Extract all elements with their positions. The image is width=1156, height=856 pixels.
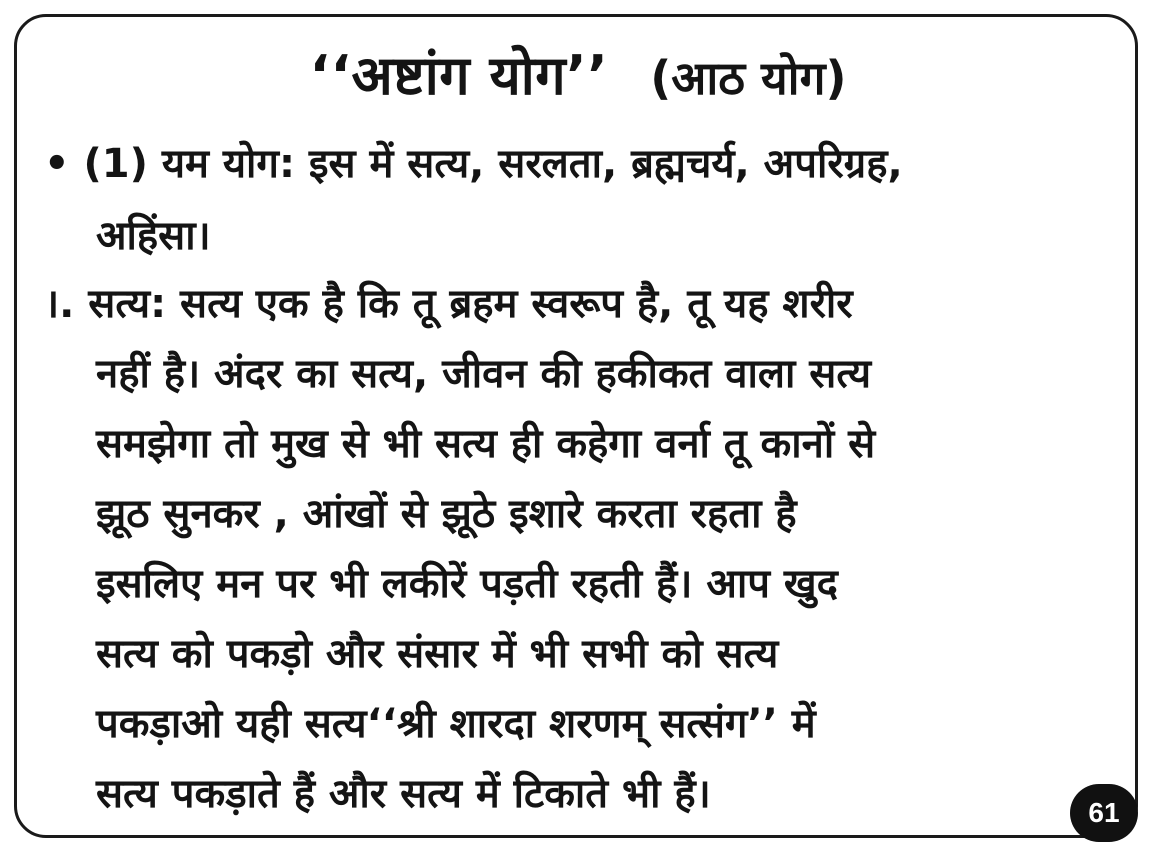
yam-yog-line-1: • (1) यम योग: इस में सत्य, सरलता, ब्रह्मचर्य, अपरिग्रह, [44,141,903,187]
satya-line-4: झूठ सुनकर , आंखों से झूठे इशारे करता रहता है [96,491,797,537]
satya-line-3: समझेगा तो मुख से भी सत्य ही कहेगा वर्ना तू कानों से [96,421,876,467]
page-number-badge: 61 [1070,784,1138,842]
satya-line-7: पकड़ाओ यही सत्य‘‘श्री शारदा शरणम् सत्संग’’ में [96,701,816,747]
page-subtitle: (आठ योग) [650,51,847,105]
yam-yog-line-2: अहिंसा। [96,213,211,259]
satya-line-6: सत्य को पकड़ो और संसार में भी सभी को सत्य [96,631,779,677]
satya-line-1: ।. सत्य: सत्य एक है कि तू ब्रहम स्वरूप है, तू यह शरीर [44,281,853,327]
heading-row [0,36,1156,116]
satya-line-8: सत्य पकड़ाते हैं और सत्य में टिकाते भी हैं। [96,771,711,817]
satya-line-5: इसलिए मन पर भी लकीरें पड़ती रहती हैं। आप खुद [96,561,838,607]
page-title: ‘‘अष्टांग योग’’ [309,44,609,107]
satya-line-2: नहीं है। अंदर का सत्य, जीवन की हकीकत वाला सत्य [96,351,872,397]
